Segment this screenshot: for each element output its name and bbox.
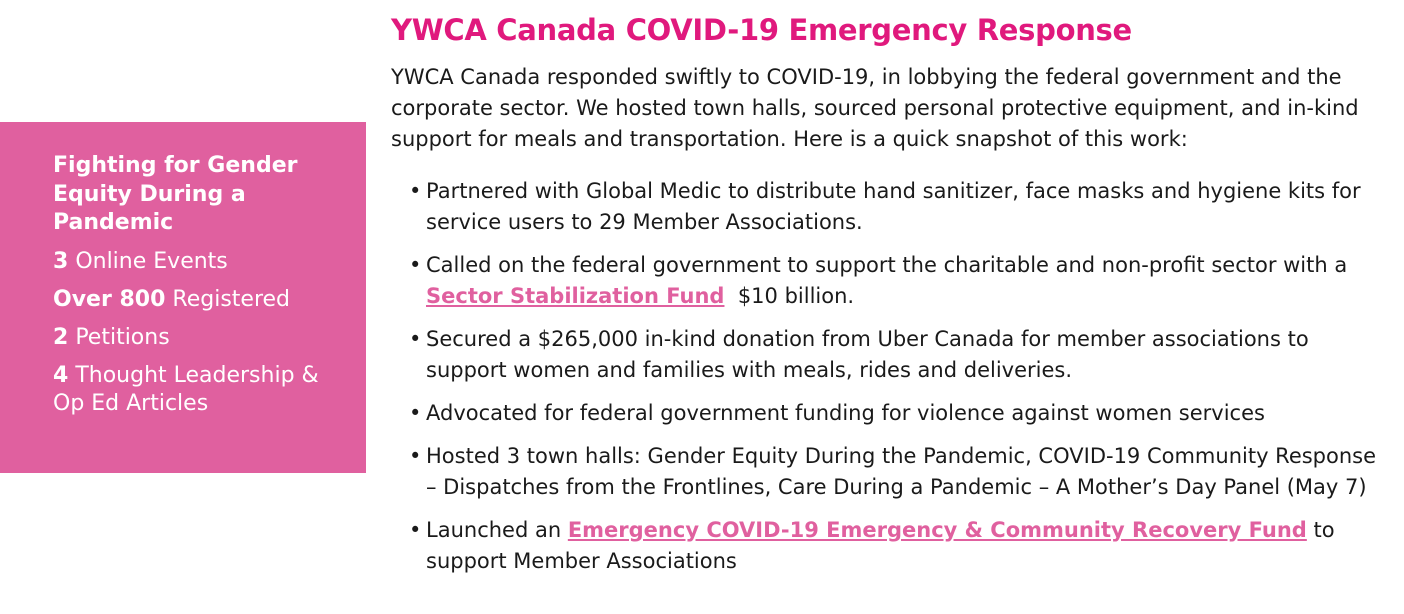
bullet-icon: • (409, 518, 422, 542)
list-item-text: to support Member Associations (426, 518, 1335, 573)
list-item-text: Partnered with Global Medic to distribute hand sanitizer, face masks and hygiene kits for service users to 29 Member Associations. (426, 179, 1361, 234)
list-item-text: Advocated for federal government funding for violence against women services (426, 401, 1265, 425)
bullet-icon: • (409, 253, 422, 277)
list-item-text: Hosted 3 town halls: Gender Equity During the Pandemic, COVID-19 Community Response – Dispatches from the Frontlines, Care During a Pandemic – A Mother’s Day Panel (May 7) (426, 444, 1377, 499)
sector-stabilization-fund-link[interactable]: Sector Stabilization Fund (426, 284, 725, 308)
stat-articles (53, 362, 338, 418)
sidebar-title: Fighting for Gender Equity During a Pandemic (53, 153, 298, 235)
intro-paragraph: YWCA Canada responded swiftly to COVID-19, in lobbying the federal government and the corporate sector. We hosted town halls, sourced personal protective equipment, and in-kind support for meals and transportation. Here is a quick snapshot of this work: (391, 65, 1359, 151)
bullet-icon: • (409, 327, 422, 351)
stat-label: Online Events (75, 248, 228, 274)
list-item (391, 398, 1386, 429)
recovery-fund-link[interactable]: Emergency COVID-19 Emergency & Community Recovery Fund (567, 518, 1307, 542)
list-item (391, 250, 1386, 312)
stat-value: Over 800 (53, 286, 166, 312)
stat-value: 4 (53, 362, 69, 388)
list-item-text: Called on the federal government to support the charitable and non-profit sector with a (426, 253, 1348, 277)
response-list (391, 176, 1391, 577)
stat-online-events (53, 248, 338, 276)
stat-value: 3 (53, 248, 69, 274)
list-item (391, 324, 1386, 386)
list-item-text: $10 billion. (724, 284, 855, 308)
bullet-icon: • (409, 401, 422, 425)
stat-value: 2 (53, 324, 69, 350)
list-item-text: Secured a $265,000 in-kind donation from Uber Canada for member associations to support women and families with meals, rides and deliveries. (426, 327, 1309, 382)
list-item (391, 515, 1386, 577)
list-item (391, 176, 1386, 238)
stat-petitions (53, 324, 338, 352)
stat-label: Thought Leadership & Op Ed Articles (53, 362, 319, 416)
stat-label: Registered (172, 286, 291, 312)
stat-registered (53, 286, 338, 314)
page-title: YWCA Canada COVID-19 Emergency Response (391, 13, 1132, 47)
bullet-icon: • (409, 444, 422, 468)
list-item-text: Launched an (426, 518, 568, 542)
stat-label: Petitions (75, 324, 170, 350)
stats-sidebar (0, 122, 366, 473)
main-content (391, 0, 1391, 589)
bullet-icon: • (409, 179, 422, 203)
list-item (391, 441, 1386, 503)
